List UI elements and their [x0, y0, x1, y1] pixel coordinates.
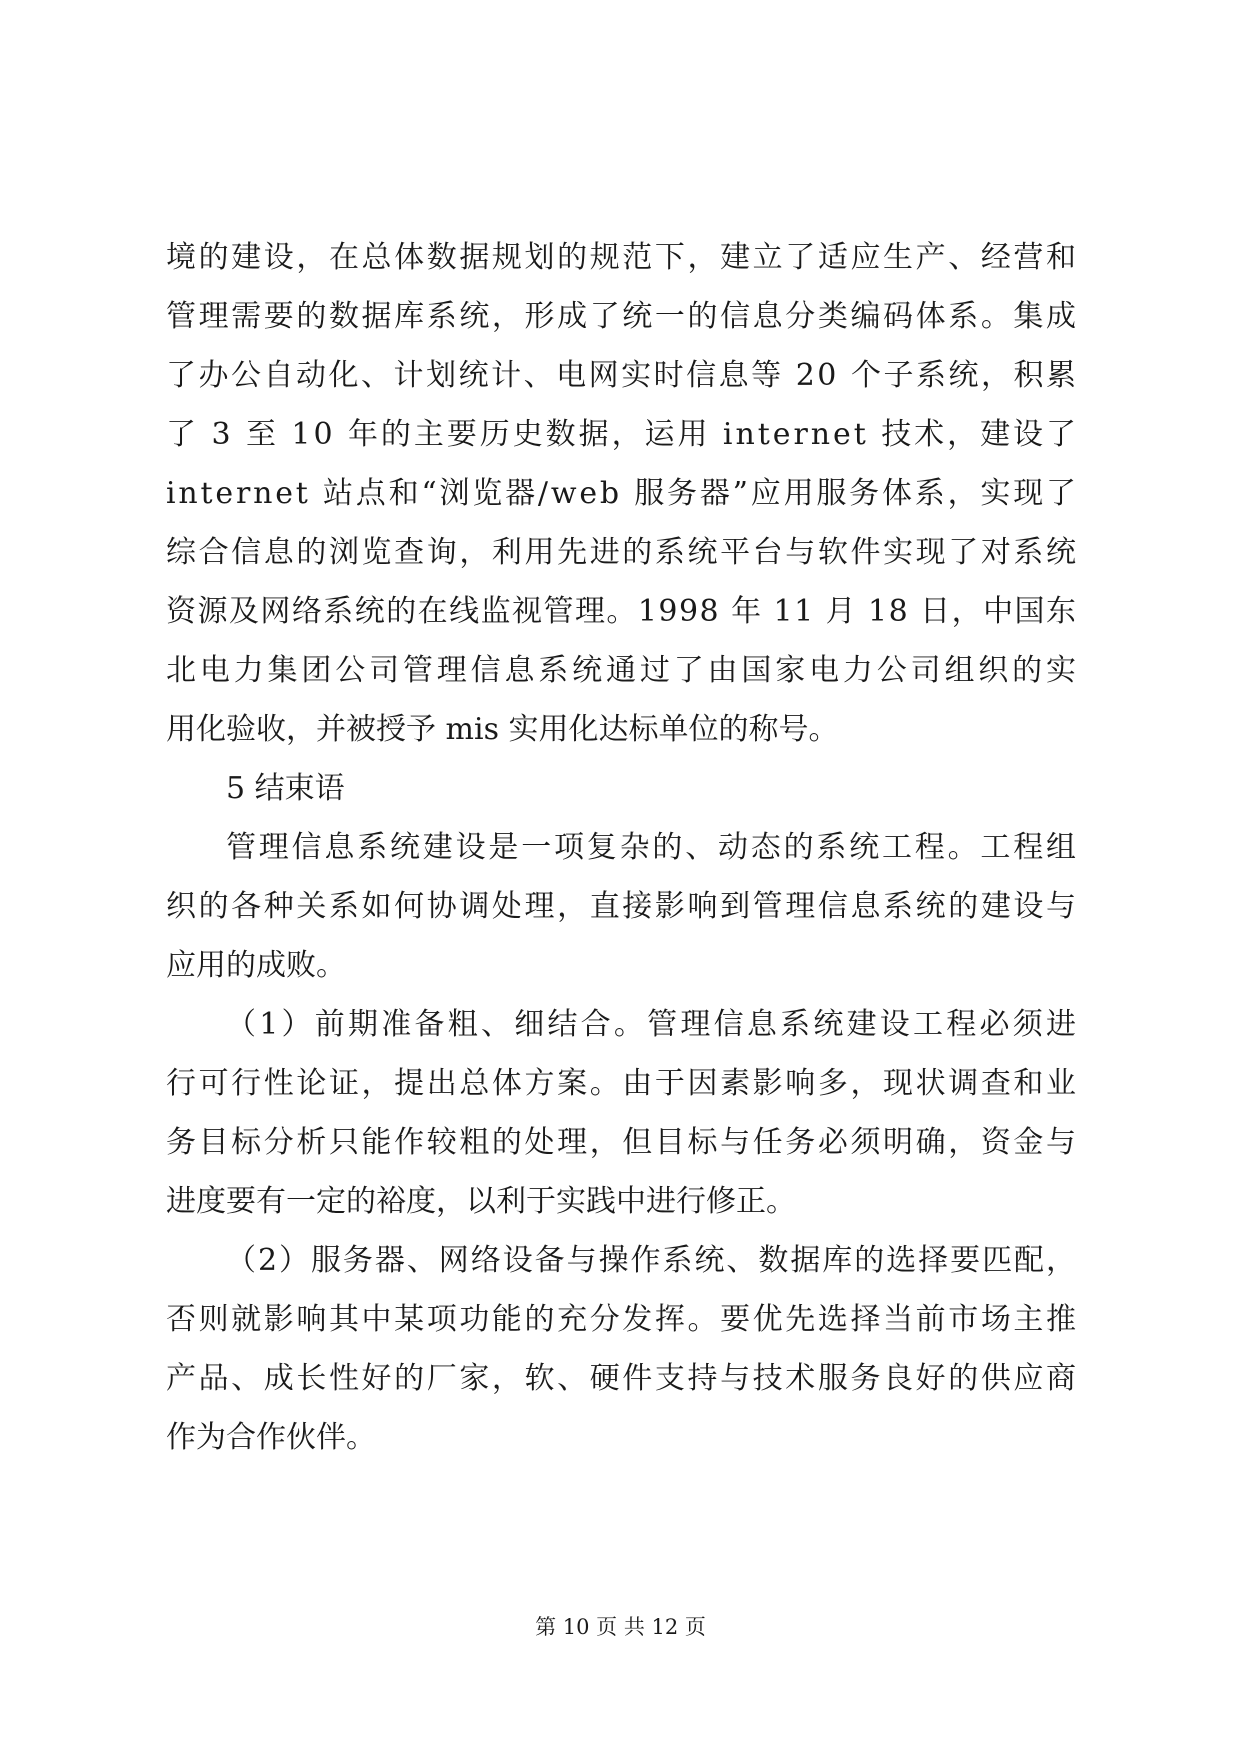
text-line: 境的建设，在总体数据规划的规范下，建立了适应生产、经营和 [166, 240, 1079, 275]
page-footer: 第 10 页 共 12 页 [535, 1615, 706, 1639]
text-line: 了办公自动化、计划统计、电网实时信息等 20 个子系统，积累 [166, 358, 1079, 393]
text-line: 产品、成长性好的厂家，软、硬件支持与技术服务良好的供应商 [166, 1361, 1079, 1396]
text-line: 用化验收，并被授予 mis 实用化达标单位的称号。 [166, 712, 839, 747]
text-line: 否则就影响其中某项功能的充分发挥。要优先选择当前市场主推 [166, 1302, 1079, 1337]
text-line: 5 结束语 [226, 771, 345, 806]
text-line: 管理需要的数据库系统，形成了统一的信息分类编码体系。集成 [166, 299, 1079, 334]
text-line: internet 站点和“浏览器/web 服务器”应用服务体系，实现了 [166, 476, 1079, 511]
body-text [166, 228, 1080, 1467]
text-line: 织的各种关系如何协调处理，直接影响到管理信息系统的建设与 [166, 889, 1079, 924]
text-line: 北电力集团公司管理信息系统通过了由国家电力公司组织的实 [166, 653, 1080, 688]
text-line: （2）服务器、网络设备与操作系统、数据库的选择要匹配， [226, 1243, 1078, 1278]
text-line: 了 3 至 10 年的主要历史数据，运用 internet 技术，建设了 [166, 417, 1079, 452]
text-line: 资源及网络系统的在线监视管理。1998 年 11 月 18 日，中国东 [166, 594, 1078, 629]
text-line: 综合信息的浏览查询，利用先进的系统平台与软件实现了对系统 [166, 535, 1079, 570]
text-line: 务目标分析只能作较粗的处理，但目标与任务必须明确，资金与 [166, 1125, 1079, 1160]
text-line: 管理信息系统建设是一项复杂的、动态的系统工程。工程组 [226, 830, 1079, 865]
text-line: 进度要有一定的裕度，以利于实践中进行修正。 [166, 1184, 796, 1219]
text-line: 作为合作伙伴。 [166, 1420, 376, 1455]
text-line: 应用的成败。 [166, 948, 346, 983]
text-line: 行可行性论证，提出总体方案。由于因素影响多，现状调查和业 [166, 1066, 1079, 1101]
text-line: （1）前期准备粗、细结合。管理信息系统建设工程必须进 [226, 1007, 1080, 1042]
